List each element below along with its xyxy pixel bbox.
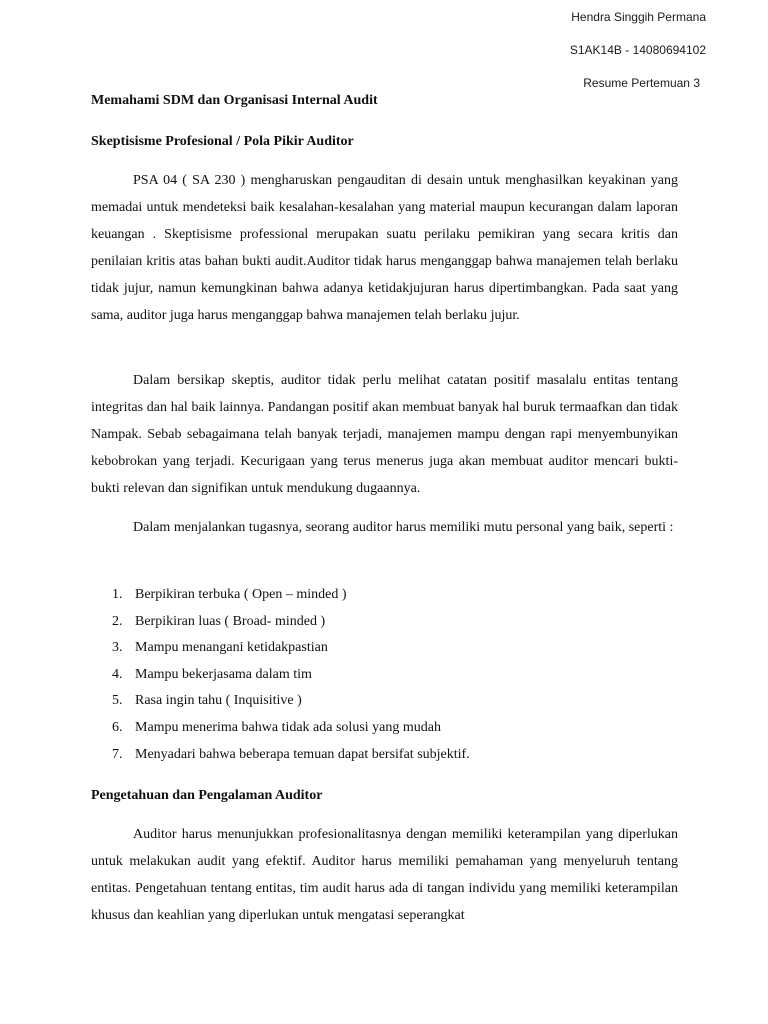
list-item: 5. Rasa ingin tahu ( Inquisitive ) <box>112 693 302 709</box>
paragraph: PSA 04 ( SA 230 ) mengharuskan pengauditan di desain untuk menghasilkan keyakinan yang memadai untuk mendeteksi baik kesalahan-kesalahan yang material maupun kecurangan dalam laporan keuangan . Skeptisisme professional merupakan suatu perilaku pemikiran yang secara kritis dan penilaian kritis atas bahan bukti audit.Auditor tidak harus menganggap bahwa manajemen telah berlaku tidak jujur, namun kemungkinan bahwa adanya ketidakjujuran harus dipertimbangkan. Pada saat yang sama, auditor juga harus menganggap bahwa manajemen telah berlaku jujur. <box>91 173 678 323</box>
document-subtitle: Resume Pertemuan 3 <box>583 76 700 90</box>
list-item: 2. Berpikiran luas ( Broad- minded ) <box>112 613 326 629</box>
section-heading-pengetahuan: Pengetahuan dan Pengalaman Auditor <box>91 788 323 803</box>
paragraph: Auditor harus menunjukkan profesionalitasnya dengan memiliki keterampilan yang diperlukan untuk melakukan audit yang efektif. Auditor harus memiliki pemahaman yang menyeluruh tentang entitas. Pengetahuan tentang entitas, tim audit harus ada di tangan individu yang memiliki keterampilan khusus dan keahlian yang diperlukan untuk mengatasi seperangkat <box>91 827 678 923</box>
paragraph: Dalam bersikap skeptis, auditor tidak perlu melihat catatan positif masalalu entitas tentang integritas dan hal baik lainnya. Pandangan positif akan membuat banyak hal buruk termaafkan dan tidak Nampak. Sebab sebagaimana telah banyak terjadi, manajemen mampu dengan rapi menyembunyikan kebobrokan yang terjadi. Kecurigaan yang terus menerus juga akan membuat auditor mencari bukti-bukti relevan dan signifikan untuk mendukung dugaannya. <box>91 373 678 496</box>
list-item: 6. Mampu menerima bahwa tidak ada solusi yang mudah <box>112 719 441 735</box>
list-item: 7. Menyadari bahwa beberapa temuan dapat bersifat subjektif. <box>112 746 470 762</box>
document-title: Memahami SDM dan Organisasi Internal Audit <box>91 93 378 108</box>
paragraph: Dalam menjalankan tugasnya, seorang auditor harus memiliki mutu personal yang baik, seperti : <box>133 520 674 535</box>
list-item: 1. Berpikiran terbuka ( Open – minded ) <box>112 587 347 602</box>
personal-quality-list <box>91 582 470 768</box>
author-name: Hendra Singgih Permana <box>571 10 706 24</box>
list-item: 4. Mampu bekerjasama dalam tim <box>112 666 312 682</box>
list-item: 3. Mampu menangani ketidakpastian <box>112 640 328 656</box>
student-id: S1AK14B - 14080694102 <box>569 43 706 57</box>
section-heading-skeptisisme: Skeptisisme Profesional / Pola Pikir Auditor <box>91 134 354 149</box>
